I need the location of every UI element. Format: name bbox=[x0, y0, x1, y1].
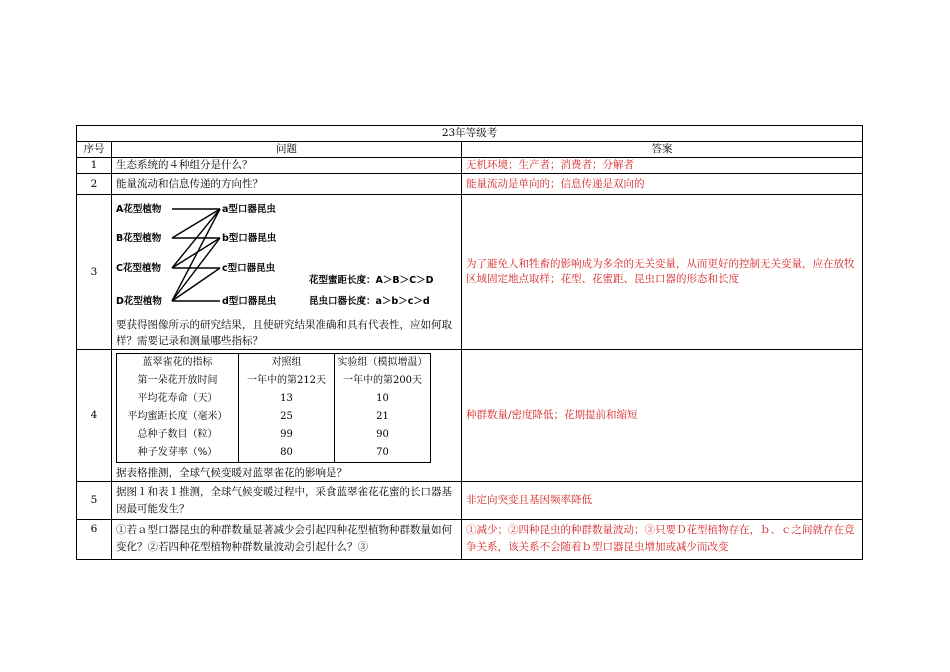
row-question: 据表格推测，全球气候变暖对蓝翠雀花的影响是？ bbox=[116, 467, 347, 479]
row-question-cell bbox=[112, 350, 462, 482]
data-cell: 平均花寿命（天） bbox=[117, 390, 239, 408]
data-header-row bbox=[117, 354, 431, 373]
header-num: 序号 bbox=[77, 142, 112, 158]
insect-d-label: d型口器昆虫 bbox=[222, 296, 277, 307]
data-cell: 99 bbox=[239, 426, 335, 444]
table-row bbox=[77, 174, 863, 195]
row-answer: 非定向突变且基因频率降低 bbox=[462, 482, 863, 520]
row-answer: 无机环境；生产者；消费者；分解者 bbox=[462, 158, 863, 174]
data-cell: 平均蜜距长度（毫米） bbox=[117, 408, 239, 426]
row-num: 6 bbox=[77, 520, 112, 560]
row-num: 2 bbox=[77, 174, 112, 195]
row-answer: 能量流动是单向的；信息传递是双向的 bbox=[462, 174, 863, 195]
row-question: 要获得图像所示的研究结果，且使研究结果准确和具有代表性，应如何取样？需要记录和测量哪些指标？ bbox=[116, 319, 452, 347]
data-row bbox=[117, 408, 431, 426]
data-header: 蓝翠雀花的指标 bbox=[117, 354, 239, 373]
row-question-cell bbox=[112, 195, 462, 350]
data-cell: 70 bbox=[335, 444, 431, 463]
header-answer: 答案 bbox=[462, 142, 863, 158]
plant-b-label: B花型植物 bbox=[116, 233, 162, 244]
data-cell: 总种子数目（粒） bbox=[117, 426, 239, 444]
row-question: 能量流动和信息传递的方向性？ bbox=[112, 174, 462, 195]
data-cell: 25 bbox=[239, 408, 335, 426]
plant-a-label: A花型植物 bbox=[116, 204, 162, 215]
row-question: 生态系统的４种组分是什么？ bbox=[112, 158, 462, 174]
data-cell: 10 bbox=[335, 390, 431, 408]
table-title: 23年等级考 bbox=[77, 126, 863, 142]
table-row bbox=[77, 520, 863, 560]
data-header: 实验组（模拟增温） bbox=[335, 354, 431, 373]
data-cell: 第一朵花开放时间 bbox=[117, 372, 239, 390]
row-question: 据图１和表１推测，全球气候变暖过程中，采食蓝翠雀花花蜜的长口器基因最可能发生？ bbox=[112, 482, 462, 520]
data-row bbox=[117, 444, 431, 463]
insect-a-label: a型口器昆虫 bbox=[222, 204, 276, 215]
data-cell: 13 bbox=[239, 390, 335, 408]
data-cell: 90 bbox=[335, 426, 431, 444]
data-cell: 一年中的第200天 bbox=[335, 372, 431, 390]
data-row bbox=[117, 390, 431, 408]
data-header: 对照组 bbox=[239, 354, 335, 373]
row-num: 4 bbox=[77, 350, 112, 482]
data-row bbox=[117, 426, 431, 444]
table-row bbox=[77, 482, 863, 520]
data-cell: 21 bbox=[335, 408, 431, 426]
plant-c-label: C花型植物 bbox=[116, 263, 161, 274]
table-row bbox=[77, 350, 863, 482]
data-cell: 80 bbox=[239, 444, 335, 463]
mouthpart-length-note: 昆虫口器长度：a＞b＞c＞d bbox=[309, 296, 430, 307]
pollination-diagram bbox=[116, 199, 456, 311]
row-answer: 为了避免人和牲畜的影响成为多余的无关变量，从而更好的控制无关变量，应在放牧区域固定地点取样；花型、花蜜距、昆虫口器的形态和长度 bbox=[462, 195, 863, 350]
row-answer: ①减少；②四种昆虫的种群数量波动；③只要Ｄ花型植物存在，ｂ、ｃ之间就存在竞争关系，该关系不会随着ｂ型口器昆虫增加或减少而改变 bbox=[462, 520, 863, 560]
header-question: 问题 bbox=[112, 142, 462, 158]
row-num: 5 bbox=[77, 482, 112, 520]
answer-table bbox=[76, 125, 863, 560]
insect-c-label: c型口器昆虫 bbox=[222, 263, 276, 274]
data-cell: 一年中的第212天 bbox=[239, 372, 335, 390]
insect-b-label: b型口器昆虫 bbox=[222, 233, 277, 244]
plant-d-label: D花型植物 bbox=[116, 296, 162, 307]
table-row bbox=[77, 195, 863, 350]
row-num: 3 bbox=[77, 195, 112, 350]
data-row bbox=[117, 372, 431, 390]
row-num: 1 bbox=[77, 158, 112, 174]
table-row bbox=[77, 158, 863, 174]
experiment-data-table bbox=[116, 353, 431, 463]
data-cell: 种子发芽率（%） bbox=[117, 444, 239, 463]
row-answer: 种群数量/密度降低；花期提前和缩短 bbox=[462, 350, 863, 482]
nectar-length-note: 花型蜜距长度：A＞B＞C＞D bbox=[309, 275, 434, 286]
row-question: ①若ａ型口器昆虫的种群数量显著减少会引起四种花型植物种群数量如何变化？②若四种花型植物种群数量波动会引起什么？③ bbox=[112, 520, 462, 560]
